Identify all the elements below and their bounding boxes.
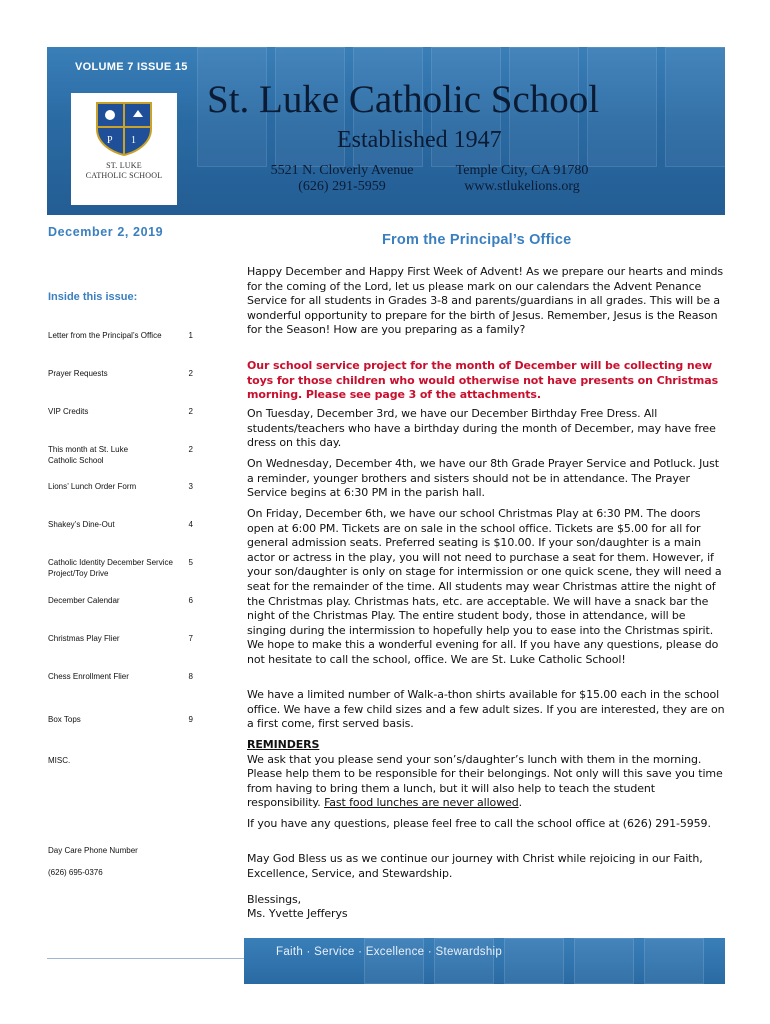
school-name: St. Luke Catholic School xyxy=(207,78,600,121)
newsletter-header xyxy=(47,47,725,215)
footer-window-pane xyxy=(434,938,494,984)
shield-icon xyxy=(93,99,155,157)
logo-text-line1: ST. LUKE xyxy=(106,161,142,170)
toc-item[interactable] xyxy=(48,330,193,341)
toc-item-page: 5 xyxy=(188,558,193,567)
school-website[interactable]: www.stlukelions.org xyxy=(464,179,580,194)
footer-window-pane xyxy=(644,938,704,984)
toc-item[interactable] xyxy=(48,633,193,644)
toc-item-title: Lions’ Lunch Order Form xyxy=(48,482,137,491)
misc-label: MISC. xyxy=(48,756,71,765)
reminders-title: REMINDERS xyxy=(247,738,320,751)
toc-item-page: 2 xyxy=(188,407,193,416)
toc-item[interactable] xyxy=(48,481,193,492)
toc-item-page: 2 xyxy=(188,445,193,454)
toc-item-page: 4 xyxy=(188,520,193,529)
reminders-text: We ask that you please send your son’s/daughter’s lunch with them in the morning. Please help them to be responsible for their belongings. Not only will this save you time from having to bring them a lunch, but it will also help to teach the student responsibility. xyxy=(247,752,723,810)
toc-item-page: 2 xyxy=(188,369,193,378)
toc-item-title: Prayer Requests xyxy=(48,369,108,378)
footer-window-pane xyxy=(574,938,634,984)
toc-item-page: 7 xyxy=(188,634,193,643)
toc-item-title: This month at St. Luke Catholic School xyxy=(48,445,129,465)
toc-item[interactable] xyxy=(48,595,193,606)
logo-text-line2: CATHOLIC SCHOOL xyxy=(85,171,163,180)
paragraph-service-project: Our school service project for the month of December will be collecting new toys for those children who would otherwise not have presents on Christmas morning. Please see page 3 of the attachments. xyxy=(247,359,719,402)
toc-item-page: 6 xyxy=(188,596,193,605)
toc-item-title: Letter from the Principal’s Office xyxy=(48,331,162,340)
inside-issue-title: Inside this issue: xyxy=(48,291,138,303)
header-window-pane xyxy=(665,47,725,167)
paragraph-advent: Happy December and Happy First Week of Advent! As we prepare our hearts and minds for the coming of the Lord, let us please mark on our calendars the Advent Penance Service for all students in Grades 3-8 and parents/guardians in all grades. This will be a wonderful opportunity to prepare for the birth of Jesus. Remember, Jesus is the Reason for the Season! How are you preparing as a family? xyxy=(247,265,723,337)
svg-text:P: P xyxy=(107,135,113,146)
reminders-end: . xyxy=(518,796,523,810)
paragraph-prayer-service: On Wednesday, December 4th, we have our 8th Grade Prayer Service and Potluck. Just a reminder, younger brothers and sisters should not be in attendance. The Prayer Service begins at 6:30 PM in the parish hall. xyxy=(247,457,720,500)
toc-item-title: Shakey’s Dine-Out xyxy=(48,520,115,529)
toc-item[interactable] xyxy=(48,714,193,725)
signature: Ms. Yvette Jefferys xyxy=(247,907,348,920)
footer-window-pane xyxy=(504,938,564,984)
daycare-label: Day Care Phone Number xyxy=(48,846,138,855)
footer-banner xyxy=(244,938,725,984)
paragraph-questions: If you have any questions, please feel free to call the school office at (626) 291-5959. xyxy=(247,817,711,830)
paragraph-christmas-play: On Friday, December 6th, we have our school Christmas Play at 6:30 PM. The doors open at 6:00 PM. Tickets are on sale in the school office. Tickets are $5.00 for all for general admission seats. Preferred seating is $10.00. If your son/daughter is a main actor or actress in the play, you will not need to purchase a seat for them. However, if your son/daughter is only on stage for intermission or one quick scene, they will need a seat for the remainder of the time. All students may wear Christmas attire the night of the Christmas play. Christmas hats, etc. are acceptable. We will have a snack bar the night of the Christmas Play. The entire student body, those in attendance, will be singing during the intermission to hopefully help you to ease into the Christmas spirit. We hope to make this a wonderful evening for all. If you have any questions, please do not hesitate to call the school, office. We are St. Luke Catholic School! xyxy=(247,507,722,666)
toc-item-title: Catholic Identity December Service Project/Toy Drive xyxy=(48,558,173,578)
section-title: From the Principal’s Office xyxy=(382,232,572,248)
toc-item-title: VIP Credits xyxy=(48,407,89,416)
toc-item-title: Chess Enrollment Flier xyxy=(48,672,129,681)
svg-text:1: 1 xyxy=(131,135,136,146)
toc-item[interactable] xyxy=(48,519,193,530)
toc-item[interactable] xyxy=(48,557,193,579)
reminders-underlined: Fast food lunches are never allowed xyxy=(324,796,519,810)
volume-issue: VOLUME 7 ISSUE 15 xyxy=(75,61,188,73)
footer-rule xyxy=(47,958,245,959)
address-block xyxy=(247,163,437,195)
paragraph-blessing: May God Bless us as we continue our journey with Christ while rejoicing in our Faith, Excellence, Service, and Stewardship. xyxy=(247,852,703,880)
paragraph-walkathon: We have a limited number of Walk-a-thon shirts available for $15.00 each in the school office. We have a few child sizes and a few adult sizes. If you are interested, they are on a first come, first served basis. xyxy=(247,688,725,731)
issue-date: December 2, 2019 xyxy=(48,225,164,239)
school-phone: (626) 291-5959 xyxy=(298,179,386,194)
city-website-block xyxy=(442,163,602,195)
toc-item[interactable] xyxy=(48,671,193,682)
reminders-block xyxy=(247,738,725,811)
toc-item[interactable] xyxy=(48,406,193,417)
toc-item[interactable] xyxy=(48,368,193,379)
footer-motto: Faith · Service · Excellence · Stewardship xyxy=(276,946,503,958)
street-address: 5521 N. Cloverly Avenue xyxy=(270,163,414,178)
city-state-zip: Temple City, CA 91780 xyxy=(455,163,589,178)
established-year: Established 1947 xyxy=(337,127,502,153)
toc-item-page: 3 xyxy=(188,482,193,491)
toc-item-page: 1 xyxy=(188,331,193,340)
closing: Blessings, xyxy=(247,893,302,906)
daycare-phone: (626) 695-0376 xyxy=(48,868,103,877)
paragraph-birthday-dress: On Tuesday, December 3rd, we have our December Birthday Free Dress. All students/teachers who have a birthday during the month of December, may have free dress on this day. xyxy=(247,407,716,450)
footer-window-pane xyxy=(364,938,424,984)
toc-item-page: 9 xyxy=(188,715,193,724)
toc-item-page: 8 xyxy=(188,672,193,681)
toc-item[interactable] xyxy=(48,444,193,466)
toc-item-title: Box Tops xyxy=(48,715,81,724)
school-logo xyxy=(71,93,177,205)
toc-item-title: Christmas Play Flier xyxy=(48,634,120,643)
toc-item-title: December Calendar xyxy=(48,596,120,605)
